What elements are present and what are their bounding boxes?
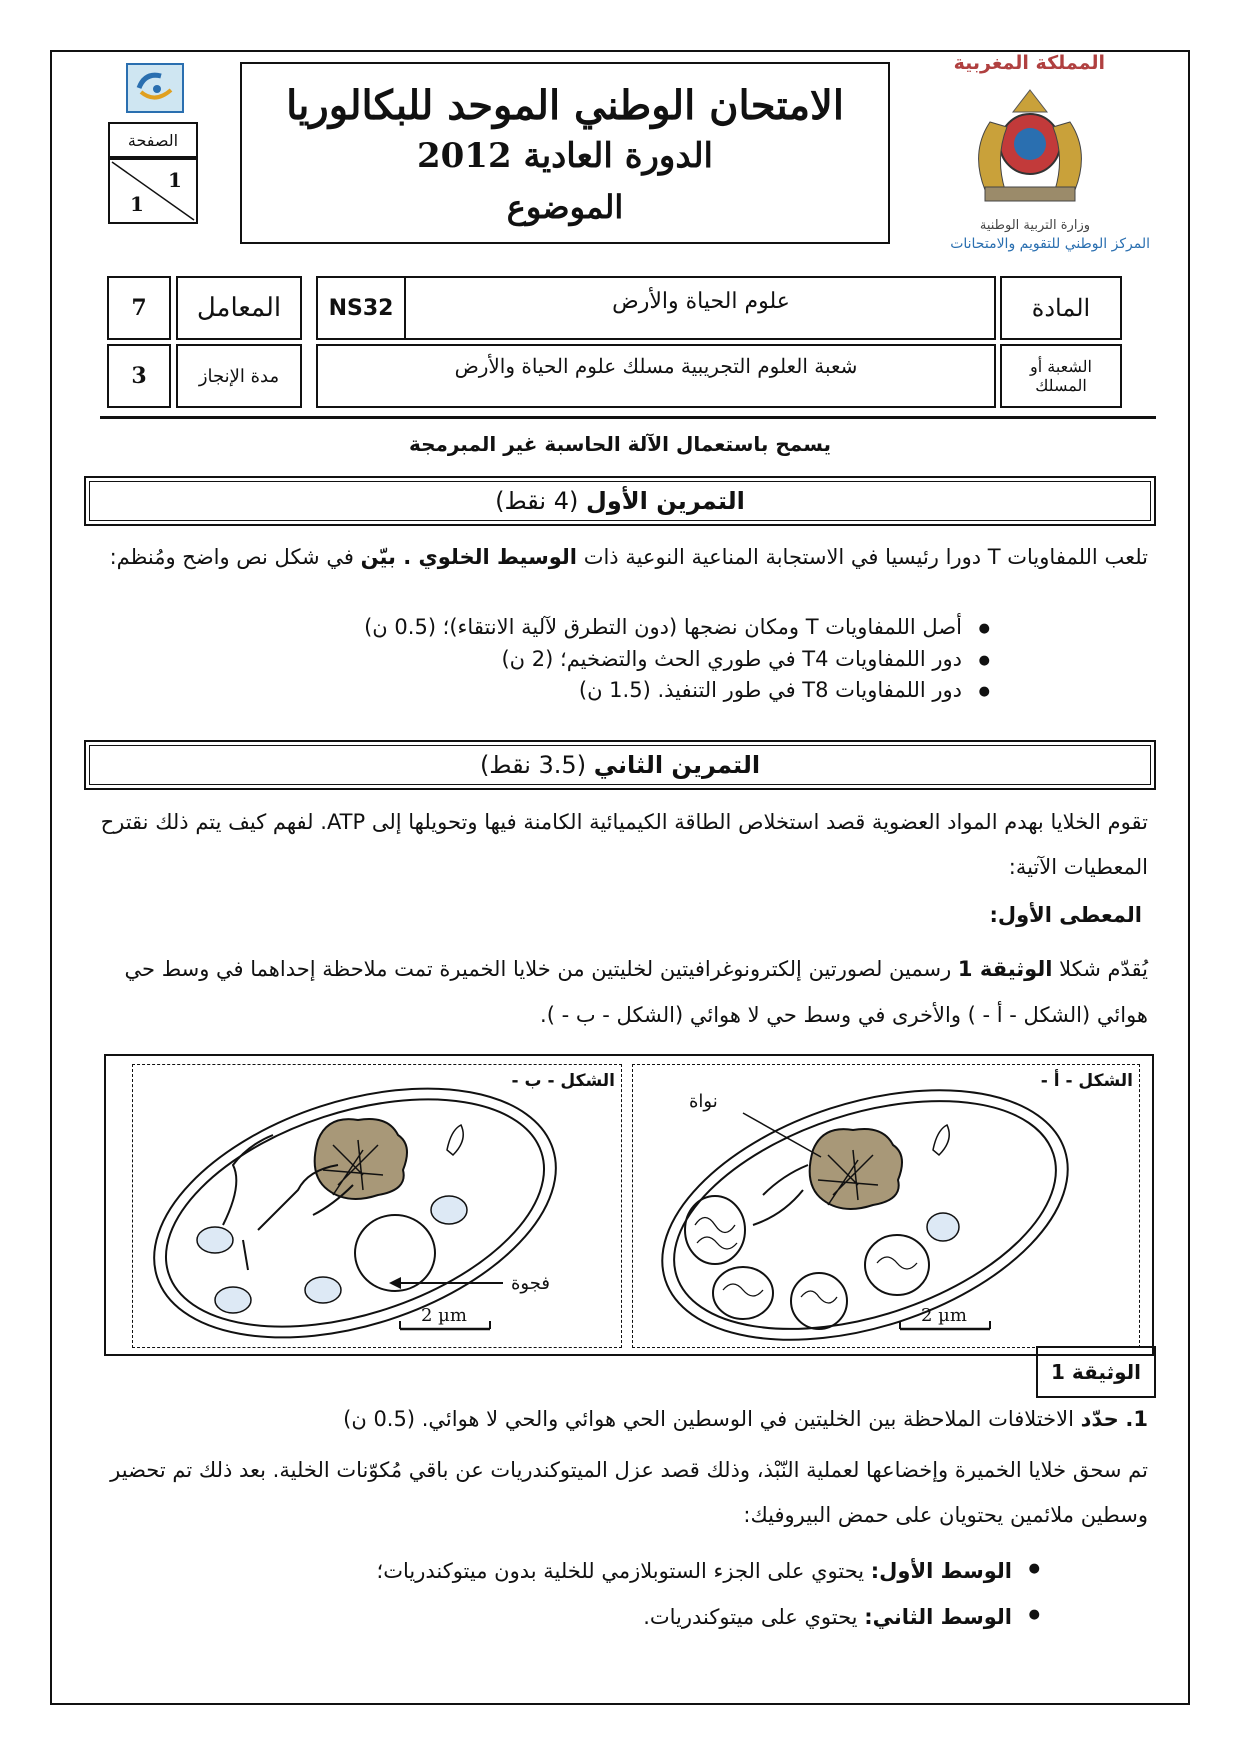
exercise2-header	[84, 740, 1156, 790]
subject-code: NS32	[316, 276, 406, 340]
exercise1-points: (4 نقط)	[495, 487, 579, 515]
coef-label: المعامل	[176, 276, 302, 340]
branch-cell	[316, 344, 996, 408]
coef-value: 7	[107, 276, 171, 340]
panel-b-label: الشكل - ب -	[511, 1071, 615, 1091]
nucleus-label: نواة	[689, 1091, 718, 1112]
list-item: ● الوسط الثاني: يحتوي على ميتوكندريات.	[300, 1594, 1040, 1640]
center-logo-icon	[125, 60, 187, 116]
center-label: المركز الوطني للتقويم والامتحانات	[950, 236, 1150, 252]
list-item: ● دور اللمفاويات T8 في طور التنفيذ. (1.5 ن)	[200, 675, 990, 707]
data1-text: يُقدّم شكلا الوثيقة 1 رسمين لصورتين إلكترونوغرافيتين لخليتين من خلايا الخميرة تمت ملاحظة إحداهما في وسط حي هوائي (الشكل - أ - ) والأخرى في وسط حي لا هوائي (الشكل - ب - ).	[124, 957, 1148, 1028]
question1-number: 1.	[1125, 1407, 1148, 1431]
exercise2-title: التمرين الثاني	[593, 751, 761, 779]
list-item: ● أصل اللمفاويات T ومكان نضجها (دون التطرق لآلية الانتقاء)؛ (0.5 ن)	[200, 612, 990, 644]
vacuole-label: فجوة	[511, 1273, 550, 1294]
subject-heading: الموضوع	[506, 188, 624, 226]
exercise2-points: (3.5 نقط)	[479, 751, 587, 779]
exercise1-header	[84, 476, 1156, 526]
list-item: ● الوسط الأول: يحتوي على الجزء الستوبلازمي للخلية بدون ميتوكندريات؛	[300, 1548, 1040, 1594]
media-list	[300, 1548, 1070, 1640]
question1-verb: حدّد	[1080, 1407, 1119, 1431]
exercise1-intro-bold: الوسيط الخلوي . بيّن	[360, 545, 577, 569]
ministry-label: وزارة التربية الوطنية	[979, 218, 1090, 233]
panel-a-label: الشكل - أ -	[1040, 1071, 1133, 1091]
figure-panel-b	[132, 1064, 622, 1348]
duration-label: مدة الإنجاز	[176, 344, 302, 408]
yeast-cell-anaerobic	[133, 1065, 621, 1347]
exercise2-para2: تم سحق خلايا الخميرة وإخضاعها لعملية النّبْذ، وذلك قصد عزل الميتوكندريات عن باقي مُكوّنات الخلية. بعد ذلك تم تحضير وسطين ملائمين يحتويان على حمض البيروفيك:	[110, 1458, 1148, 1528]
branch-label: الشعبة أو المسلك	[1000, 344, 1122, 408]
calculator-note: يسمح باستعمال الآلة الحاسبة غير المبرمجة	[408, 432, 832, 456]
data1-title: المعطى الأول:	[989, 903, 1142, 927]
subject-cell	[316, 276, 996, 340]
exercise1-title: التمرين الأول	[586, 487, 745, 515]
subject-label: المادة	[1000, 276, 1122, 340]
page-number-box	[108, 158, 198, 224]
figure-panel-a	[632, 1064, 1140, 1348]
subject-value: علوم الحياة والأرض	[612, 288, 790, 314]
title-box	[240, 62, 890, 244]
royal-emblem	[955, 82, 1105, 212]
page-label: الصفحة	[108, 122, 198, 158]
scale-bar-a: 2 µm	[921, 1305, 967, 1326]
duration-value: 3	[107, 344, 171, 408]
page-total: 1	[130, 192, 144, 216]
session-title: الدورة العادية 2012	[416, 136, 714, 176]
list-item: ● دور اللمفاويات T4 في طوري الحث والتضخيم؛ (2 ن)	[200, 644, 990, 676]
kingdom-label: المملكة المغربية	[953, 52, 1105, 74]
exercise2-intro: تقوم الخلايا بهدم المواد العضوية قصد استخلاص الطاقة الكيميائية الكامنة فيها وتحويلها إلى ATP. لفهم كيف يتم ذلك نقترح المعطيات الآتية:	[100, 810, 1148, 880]
document1-figure	[104, 1054, 1154, 1356]
header-rule	[100, 416, 1156, 419]
scale-bar-b: 2 µm	[421, 1305, 467, 1326]
data1-doc-ref: الوثيقة 1	[957, 957, 1053, 981]
document1-label: الوثيقة 1	[1036, 1346, 1156, 1398]
page-number: 1	[168, 168, 182, 192]
exam-title: الامتحان الوطني الموحد للبكالوريا	[286, 82, 844, 129]
exercise1-list	[200, 612, 1020, 707]
branch-value: شعبة العلوم التجريبية مسلك علوم الحياة والأرض	[454, 354, 858, 378]
exercise1-intro: تلعب اللمفاويات T دورا رئيسيا في الاستجابة المناعية النوعية ذات الوسيط الخلوي . بيّن في شكل نص واضح ومُنظم:	[109, 545, 1148, 569]
question1: 1. حدّد الاختلافات الملاحظة بين الخليتين في الوسطين الحي هوائي والحي لا هوائي. (0.5 ن)	[343, 1407, 1148, 1431]
